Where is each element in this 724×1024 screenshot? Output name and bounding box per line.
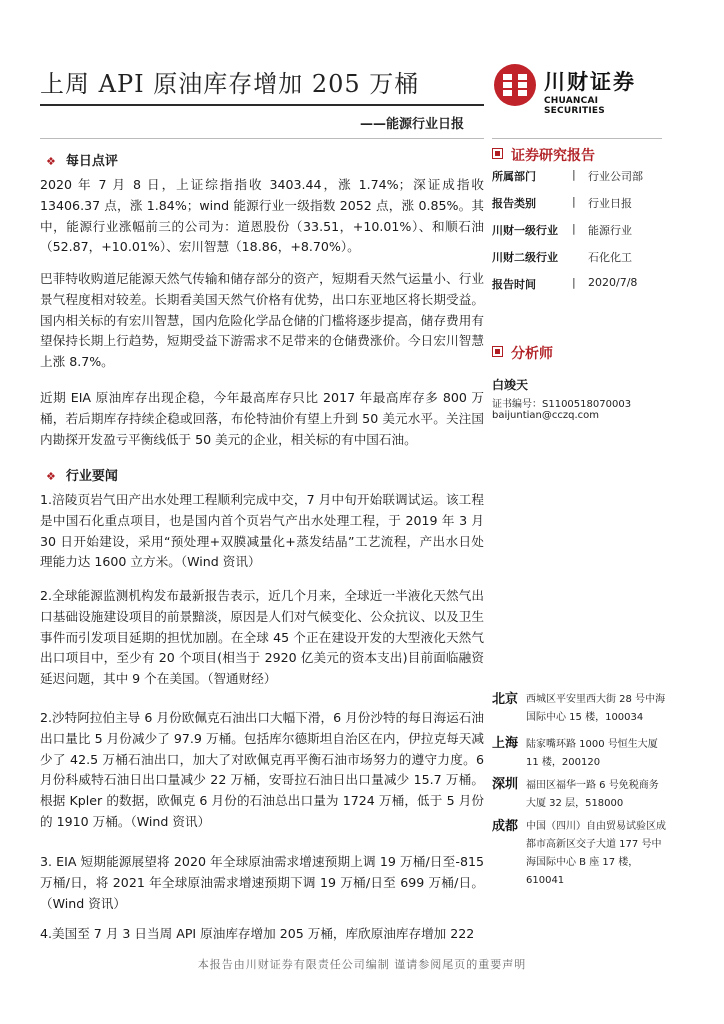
analyst-heading	[492, 343, 553, 363]
info-key: 川财一级行业	[492, 224, 558, 237]
info-row	[492, 168, 662, 195]
news-item	[40, 586, 484, 690]
daily-comment-paragraph	[40, 269, 484, 373]
info-row	[492, 276, 662, 303]
left-column-divider	[40, 138, 484, 139]
paragraph: 2020 年 7 月 8 日，上证综指指收 3403.44，涨 1.74%；深证成指收 13406.37 点，涨 1.84%；wind 能源行业一级指数 2052 点，涨 0.85%。其中，能源行业涨幅前三的公司为：道恩股份（33.51，+10.01%）、和顺石油（52.87，+10.01%）、宏川智慧（18.86，+8.70%）。	[40, 177, 484, 255]
analyst-heading-label: 分析师	[511, 346, 553, 362]
office-address: 中国（四川）自由贸易试验区成都市高新区交子大道 177 号中海国际中心 B 座 17 楼，610041	[526, 821, 666, 886]
analyst-email[interactable]: baijuntian@cczq.com	[492, 410, 600, 421]
logo-english-name: CHUANCAI SECURITIES	[544, 96, 605, 116]
analyst-certificate: 证书编号：S1100518070003	[492, 399, 632, 410]
diamond-bullet-icon: ❖	[46, 155, 56, 168]
right-column-divider	[492, 138, 662, 139]
info-separator: |	[572, 276, 576, 289]
paragraph: 1.涪陵页岩气田产出水处理工程顺利完成中交，7 月中旬开始联调试运。该工程是中国石化重点项目，也是国内首个页岩气产出水处理工程，于 2019 年 3 月 30 日开始建设，采用“预处理+双膜减量化+蒸发结晶”工艺流程，产出水日处理能力达 1600 立方米。（Wind 资讯）	[40, 492, 484, 570]
news-item	[40, 708, 484, 833]
header-divider	[40, 104, 484, 106]
news-item	[40, 852, 484, 914]
office-address: 陆家嘴环路 1000 号恒生大厦 11 楼，200120	[526, 739, 658, 768]
paragraph: 近期 EIA 原油库存出现企稳，今年最高库存只比 2017 年最高库存多 800 万桶，若后期库存持续企稳或回落，布伦特油价有望上升到 50 美元水平。关注国内勘探开发盈亏平衡线低于 50 美元的企业，相关标的有中国石油。	[40, 390, 484, 447]
logo-mark-icon	[492, 62, 538, 108]
daily-comment-paragraph	[40, 388, 484, 450]
office-city: 深圳	[492, 777, 519, 792]
page-footer: 本报告由川财证券有限责任公司编制 谨请参阅尾页的重要声明	[197, 958, 527, 971]
section-heading-daily-comment	[46, 150, 118, 169]
report-info-heading-label: 证券研究报告	[511, 148, 595, 164]
info-key: 川财二级行业	[492, 251, 558, 264]
info-value: 行业日报	[588, 197, 632, 210]
company-logo	[492, 62, 662, 116]
office-address: 福田区福华一路 6 号免税商务大厦 32 层，518000	[526, 780, 659, 809]
section-heading-label: 行业要闻	[65, 469, 118, 484]
checkbox-bullet-icon	[492, 148, 503, 159]
info-separator: |	[572, 168, 576, 181]
info-key: 报告类别	[492, 197, 536, 210]
office-city: 北京	[492, 692, 519, 707]
report-info-heading	[492, 145, 595, 165]
paragraph: 2.沙特阿拉伯主导 6 月份欧佩克石油出口大幅下滑，6 月份沙特的每日海运石油出口量比 5 月份减少了 97.9 万桶。包括库尔德斯坦自治区在内，伊拉克每天减少了 42.5 万桶石油出口，加大了对欧佩克再平衡石油市场努力的遵守力度。6 月份科威特石油日出口量减少 22 万桶，安哥拉石油日出口量减少 15.7 万桶。根据 Kpler 的数据，欧佩克 6 月份的石油总出口量为 1724 万桶，低于 5 月份的 1910 万桶。（Wind 资讯）	[40, 710, 484, 829]
paragraph: 2.全球能源监测机构发布最新报告表示，近几个月来，全球近一半液化天然气出口基础设施建设项目的前景黯淡，原因是人们对气候变化、公众抗议、以及卫生事件而引发项目延期的担忧加剧。在全球 45 个正在建设开发的大型液化天然气出口项目中，至少有 20 个项目(相当于 2920 亿美元的资本支出)目前面临融资延迟问题，其中 9 个在美国。（智通财经）	[40, 588, 484, 687]
info-value: 2020/7/8	[588, 276, 638, 289]
info-value: 能源行业	[588, 224, 632, 237]
analyst-name: 白竣天	[492, 378, 529, 392]
logo-chinese-name: 川财证券	[544, 70, 636, 94]
checkbox-bullet-icon	[492, 346, 503, 357]
section-heading-industry-news	[46, 465, 118, 484]
info-row	[492, 195, 662, 222]
info-value: 行业公司部	[588, 170, 643, 183]
info-value: 石化化工	[588, 251, 632, 264]
info-key: 报告时间	[492, 278, 536, 291]
news-item	[40, 924, 484, 945]
info-row	[492, 222, 662, 249]
paragraph: 3. EIA 短期能源展望将 2020 年全球原油需求增速预期上调 19 万桶/日至-815 万桶/日，将 2021 年全球原油需求增速预期下调 19 万桶/日至 699 万桶/日。（Wind 资讯）	[40, 854, 484, 911]
report-info-table	[492, 168, 662, 303]
info-key: 所属部门	[492, 170, 536, 183]
paragraph: 巴菲特收购道尼能源天然气传输和储存部分的资产，短期看天然气运量小、行业景气程度相对较差。长期看美国天然气价格有优势，出口东亚地区将长期受益。国内相关标的有宏川智慧，国内危险化学品仓储的门槛将逐步提高，储存费用有望保持长期上行趋势，短期受益下游需求不足带来的仓储费涨价。今日宏川智慧上涨 8.7%。	[40, 271, 484, 370]
office-city: 上海	[492, 736, 519, 751]
news-item	[40, 490, 484, 573]
office-city: 成都	[492, 819, 519, 834]
daily-comment-paragraph	[40, 175, 484, 258]
office-address: 西城区平安里西大街 28 号中海国际中心 15 楼，100034	[526, 694, 666, 723]
info-row	[492, 249, 662, 276]
diamond-bullet-icon: ❖	[46, 470, 56, 483]
section-heading-label: 每日点评	[65, 154, 118, 169]
page-subtitle: ——能源行业日报	[360, 117, 465, 132]
page-title: 上周 API 原油库存增加 205 万桶	[40, 70, 420, 98]
paragraph: 4.美国至 7 月 3 日当周 API 原油库存增加 205 万桶，库欣原油库存增加 222	[40, 926, 475, 941]
info-separator: |	[572, 222, 576, 235]
info-separator: |	[572, 195, 576, 208]
